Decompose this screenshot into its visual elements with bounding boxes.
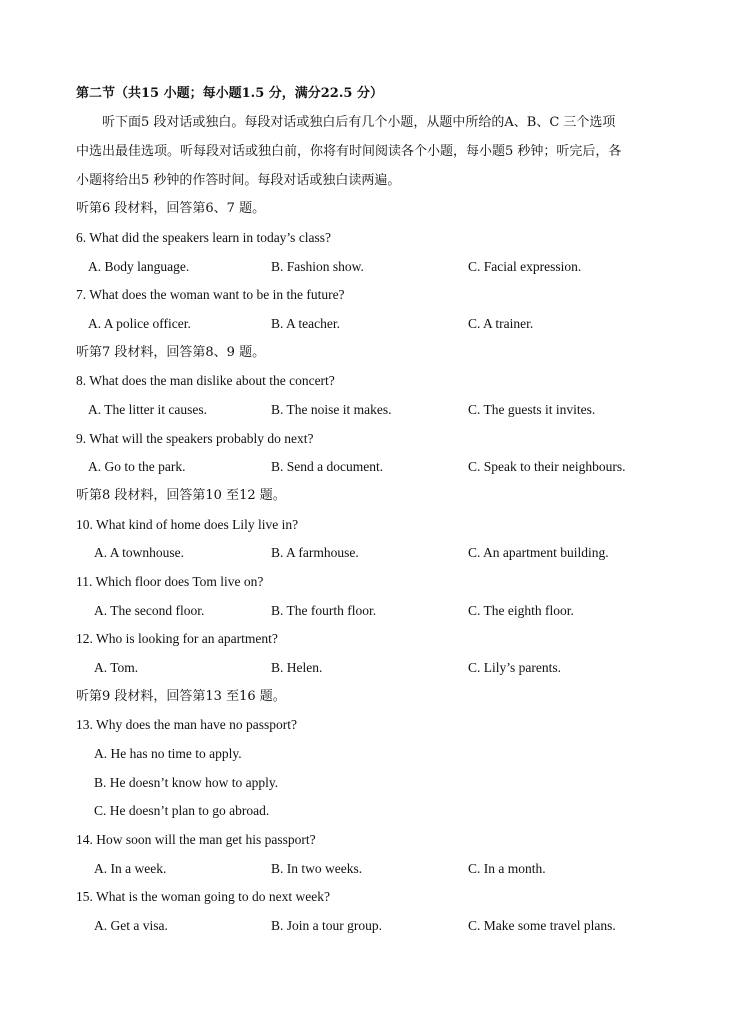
q8-option-b: B. The noise it makes.: [271, 402, 392, 417]
q8-option-c: C. The guests it invites.: [468, 402, 596, 417]
instruction-line-1: 听下面5 段对话或独白。每段对话或独白后有几个小题，从题中所给的A、B、C 三个选项: [102, 115, 616, 130]
q12-option-c: C. Lily’s parents.: [468, 660, 561, 675]
q13-option-c: C. He doesn’t plan to go abroad.: [94, 803, 270, 818]
q7-option-a: A. A police officer.: [88, 316, 191, 331]
q14-option-c: C. In a month.: [468, 861, 546, 876]
group-heading-8: 听第8 段材料，回答第10 至12 题。: [76, 488, 286, 503]
q15-option-a: A. Get a visa.: [94, 918, 168, 933]
q11-option-b: B. The fourth floor.: [271, 603, 377, 618]
q10-option-b: B. A farmhouse.: [271, 545, 359, 560]
instruction-line-3: 小题将给出5 秒钟的作答时间。每段对话或独白读两遍。: [76, 173, 401, 188]
q15-option-c: C. Make some travel plans.: [468, 918, 616, 933]
question-8: 8. What does the man dislike about the concert?: [76, 373, 335, 388]
question-10: 10. What kind of home does Lily live in?: [76, 517, 299, 532]
question-14: 14. How soon will the man get his passport?: [76, 832, 316, 847]
q14-option-a: A. In a week.: [94, 861, 167, 876]
q9-option-b: B. Send a document.: [271, 459, 384, 474]
q9-option-c: C. Speak to their neighbours.: [468, 459, 626, 474]
question-11: 11. Which floor does Tom live on?: [76, 574, 264, 589]
group-heading-9: 听第9 段材料，回答第13 至16 题。: [76, 689, 286, 704]
q10-option-c: C. An apartment building.: [468, 545, 609, 560]
q13-option-b: B. He doesn’t know how to apply.: [94, 775, 279, 790]
q8-option-a: A. The litter it causes.: [88, 402, 207, 417]
question-6: 6. What did the speakers learn in today’s class?: [76, 230, 332, 245]
q6-option-c: C. Facial expression.: [468, 259, 582, 274]
q15-option-b: B. Join a tour group.: [271, 918, 382, 933]
q6-option-a: A. Body language.: [88, 259, 190, 274]
question-15: 15. What is the woman going to do next week?: [76, 889, 330, 904]
q7-option-b: B. A teacher.: [271, 316, 340, 331]
q13-option-a: A. He has no time to apply.: [94, 746, 242, 761]
question-12: 12. Who is looking for an apartment?: [76, 631, 278, 646]
group-heading-7: 听第7 段材料，回答第8、9 题。: [76, 345, 266, 360]
q10-option-a: A. A townhouse.: [94, 545, 185, 560]
question-7: 7. What does the woman want to be in the future?: [76, 287, 345, 302]
group-heading-6: 听第6 段材料，回答第6、7 题。: [76, 201, 266, 216]
q14-option-b: B. In two weeks.: [271, 861, 363, 876]
q11-option-a: A. The second floor.: [94, 603, 205, 618]
q11-option-c: C. The eighth floor.: [468, 603, 574, 618]
instruction-line-2: 中选出最佳选项。听每段对话或独白前，你将有时间阅读各个小题，每小题5 秒钟；听完后，各: [76, 144, 622, 159]
q12-option-a: A. Tom.: [94, 660, 139, 675]
question-13: 13. Why does the man have no passport?: [76, 717, 297, 732]
q7-option-c: C. A trainer.: [468, 316, 534, 331]
q6-option-b: B. Fashion show.: [271, 259, 364, 274]
q12-option-b: B. Helen.: [271, 660, 323, 675]
question-9: 9. What will the speakers probably do next?: [76, 431, 314, 446]
section-title: 第二节（共15 小题；每小题1.5 分，满分22.5 分）: [76, 86, 383, 101]
q9-option-a: A. Go to the park.: [88, 459, 186, 474]
